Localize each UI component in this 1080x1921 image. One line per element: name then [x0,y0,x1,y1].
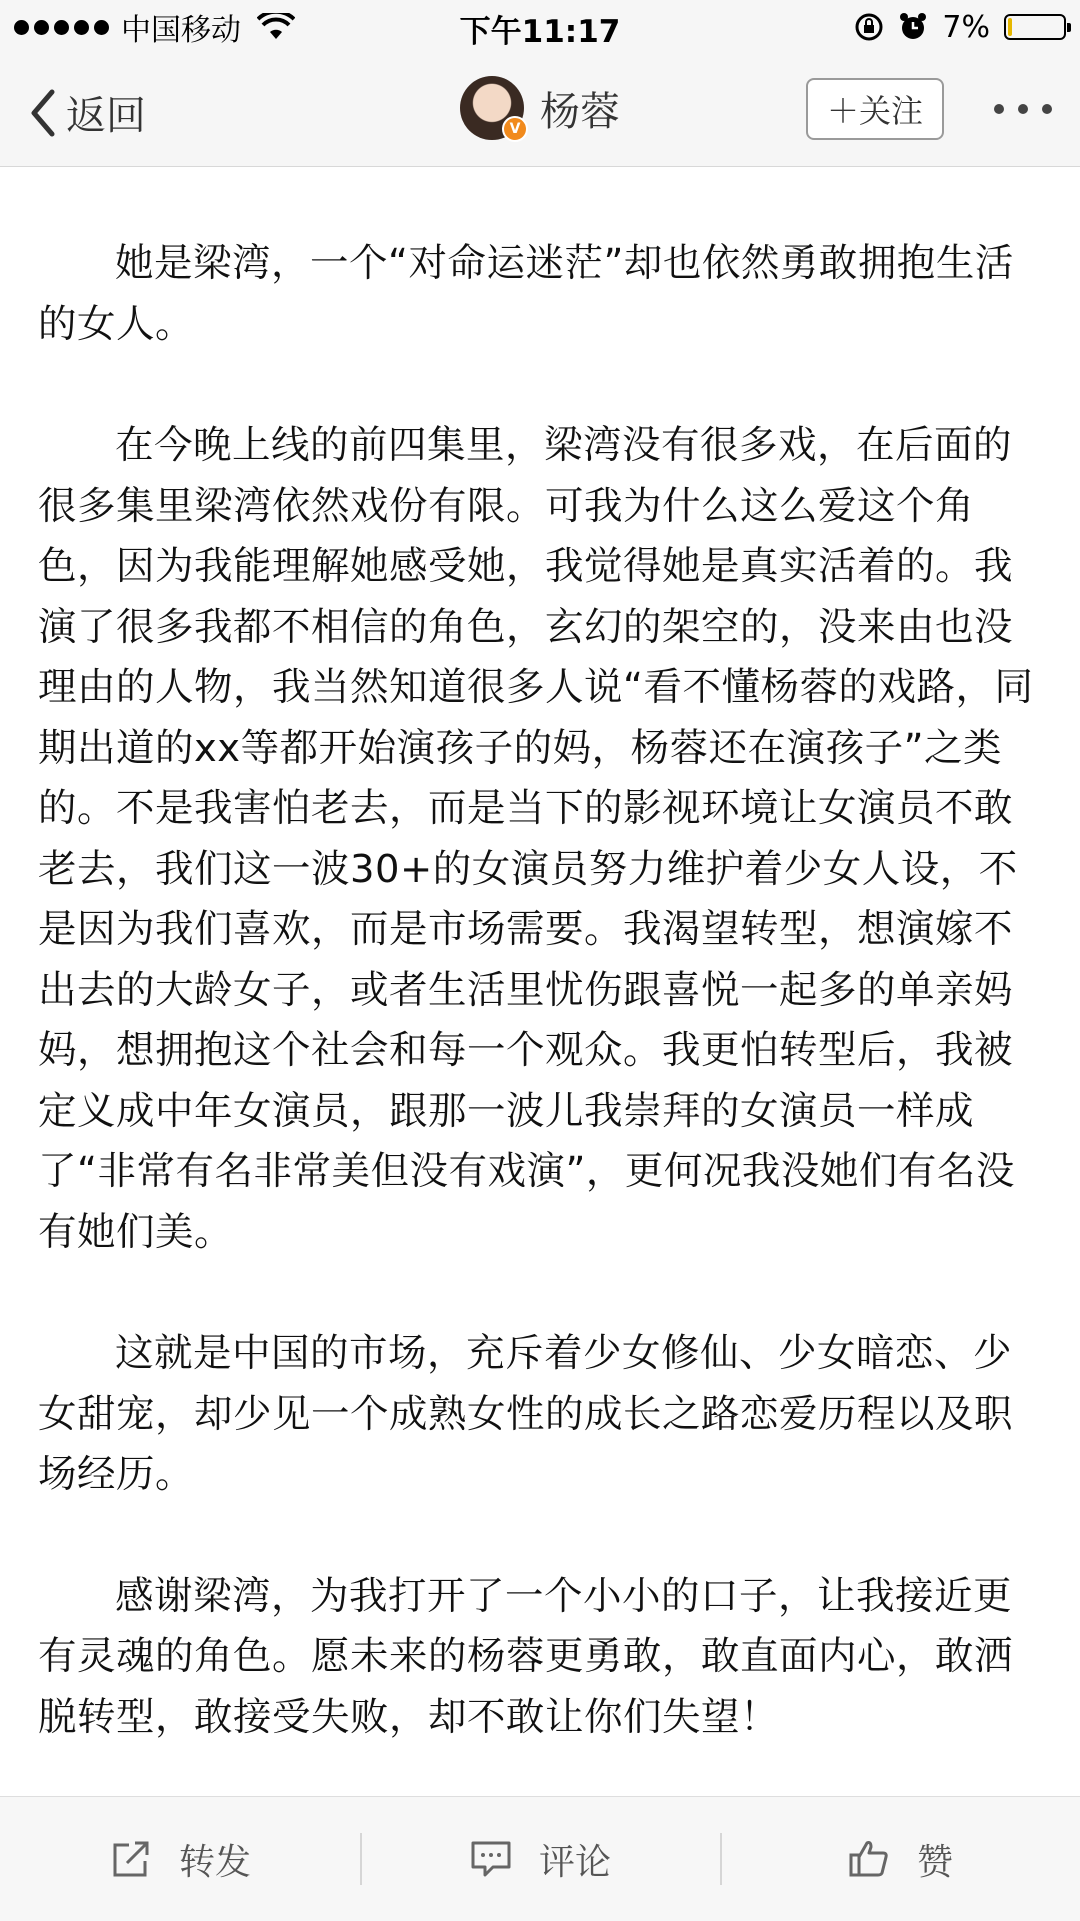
bottom-toolbar [0,1796,1080,1921]
battery-icon [1004,14,1066,40]
repost-button[interactable] [0,1797,360,1921]
back-button[interactable] [28,84,146,141]
back-label: 返回 [66,93,146,139]
article-body [38,234,1046,1809]
username[interactable]: 杨蓉 [540,88,620,135]
thumbs-up-icon [847,1837,891,1881]
status-time: 下午11:17 [459,14,621,50]
comment-label: 评论 [538,1841,611,1883]
comment-button[interactable] [360,1797,720,1921]
paragraph: 在今晚上线的前四集里，梁湾没有很多戏，在后面的很多集里梁湾依然戏份有限。可我为什么这么爱这个角色，因为我能理解她感受她，我觉得她是真实活着的。我演了很多我都不相信的角色，玄幻的架空的，没来由也没理由的人物，我当然知道很多人说“看不懂杨蓉的戏路，同期出道的xx等都开始演孩子的妈，杨蓉还在演孩子”之类的。不是我害怕老去，而是当下的影视环境让女演员不敢老去，我们这一波30+的女演员努力维护着少女人设，不是因为我们喜欢，而是市场需要。我渴望转型，想演嫁不出去的大龄女子，或者生活里忧伤跟喜悦一起多的单亲妈妈，想拥抱这个社会和每一个观众。我更怕转型后，我被定义成中年女演员，跟那一波儿我崇拜的女演员一样成了“非常有名非常美但没有戏演”，更何况我没她们有名没有她们美。 [38,423,1034,1255]
alarm-icon [898,12,928,42]
battery-percent: 7% [942,9,990,45]
carrier-name: 中国移动 [121,13,241,48]
battery-fill [1008,18,1012,36]
follow-button[interactable]: ＋关注 [806,78,944,140]
status-bar [0,0,1080,54]
avatar[interactable] [460,76,524,140]
verified-badge-icon: V [502,116,528,142]
comment-icon [469,1837,513,1881]
paragraph: 感谢梁湾，为我打开了一个小小的口子，让我接近更有灵魂的角色。愿未来的杨蓉更勇敢，敢直面内心，敢洒脱转型，敢接受失败，却不敢让你们失望！ [38,1573,1014,1740]
like-button[interactable] [720,1797,1080,1921]
rotation-lock-icon [854,12,884,42]
repost-label: 转发 [178,1841,251,1883]
chevron-left-icon [28,88,58,138]
share-icon [109,1837,153,1881]
more-dots-icon[interactable] [994,104,1052,114]
nav-bar [0,54,1080,167]
paragraph: 这就是中国的市场，充斥着少女修仙、少女暗恋、少女甜宠，却少见一个成熟女性的成长之路恋爱历程以及职场经历。 [38,1331,1014,1497]
like-label: 赞 [916,1841,953,1883]
paragraph: 她是梁湾，一个“对命运迷茫”却也依然勇敢拥抱生活的女人。 [38,241,1014,347]
user-header[interactable] [460,76,620,140]
